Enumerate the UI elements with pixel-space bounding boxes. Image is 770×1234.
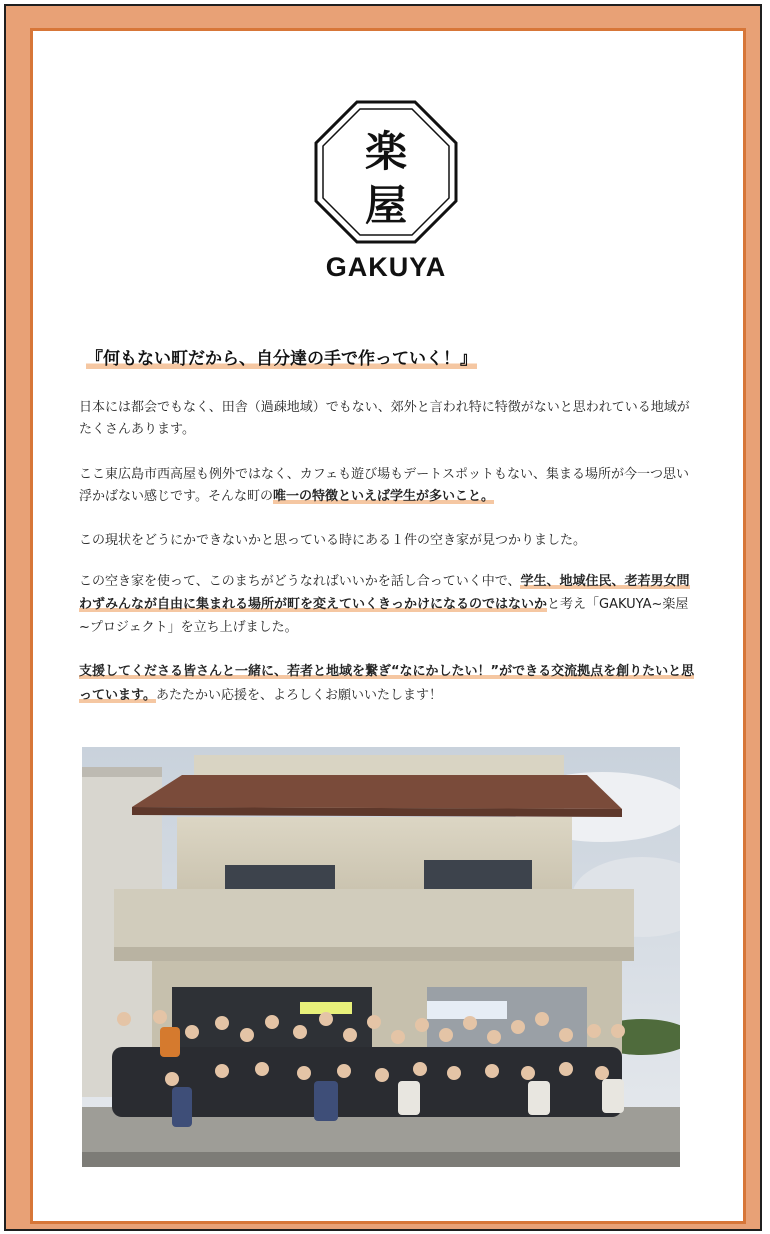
building-photo-image [82,747,680,1167]
group-photo [82,747,680,1167]
paragraph-3 [79,530,695,552]
headline [86,346,526,372]
paragraph-4-text-b: と考え「GAKUYA~楽屋~プロジェクト」を立ち上げました。 [79,597,689,635]
paragraph-4-text-a: この空き家を使って、このまちがどうなればいいかを話し合っていく中で、 [79,574,521,589]
logo-octagon-icon [302,98,470,288]
paragraph-2-highlight: 唯一の特徴といえば学生が多いこと。 [272,489,494,504]
paragraph-3-text: この現状をどうにかできないかと思っている時にある１件の空き家が見つかりました。 [79,533,587,548]
logo-kanji-bottom: 屋 [364,181,408,230]
paragraph-4-highlight: 学生、地域住民、老若男女問わずみんなが自由に集まれる場所が町を変えていくきっかけになるのではないか [79,574,690,612]
paragraph-1 [79,397,695,441]
paragraph-2 [79,464,695,508]
headline-text: 『何もない町だから、自分達の手で作っていく！』 [86,349,477,369]
paragraph-2-text: ここ東広島市西高屋も例外ではなく、カフェも遊び場もデートスポットもない、集まる場所が今一つ思い浮かばない感じです。そんな町の [79,467,689,504]
gakuya-logo [302,98,470,288]
paragraph-5-text: あたたかい応援を、よろしくお願いいたします！ [155,688,442,703]
paragraph-5 [79,660,695,708]
paragraph-1-text: 日本には都会でもなく、田舎（過疎地域）でもない、郊外と言われ特に特徴がないと思われている地域がたくさんあります。 [79,400,690,437]
paragraph-5-highlight: 支援してくださる皆さんと一緒に、若者と地域を繋ぎ“なにかしたい！”ができる交流拠点を創りたいと思っています。 [79,664,695,703]
logo-kanji-top: 楽 [364,127,408,176]
paragraph-4 [79,570,695,639]
logo-wordmark: GAKUYA [325,252,447,282]
